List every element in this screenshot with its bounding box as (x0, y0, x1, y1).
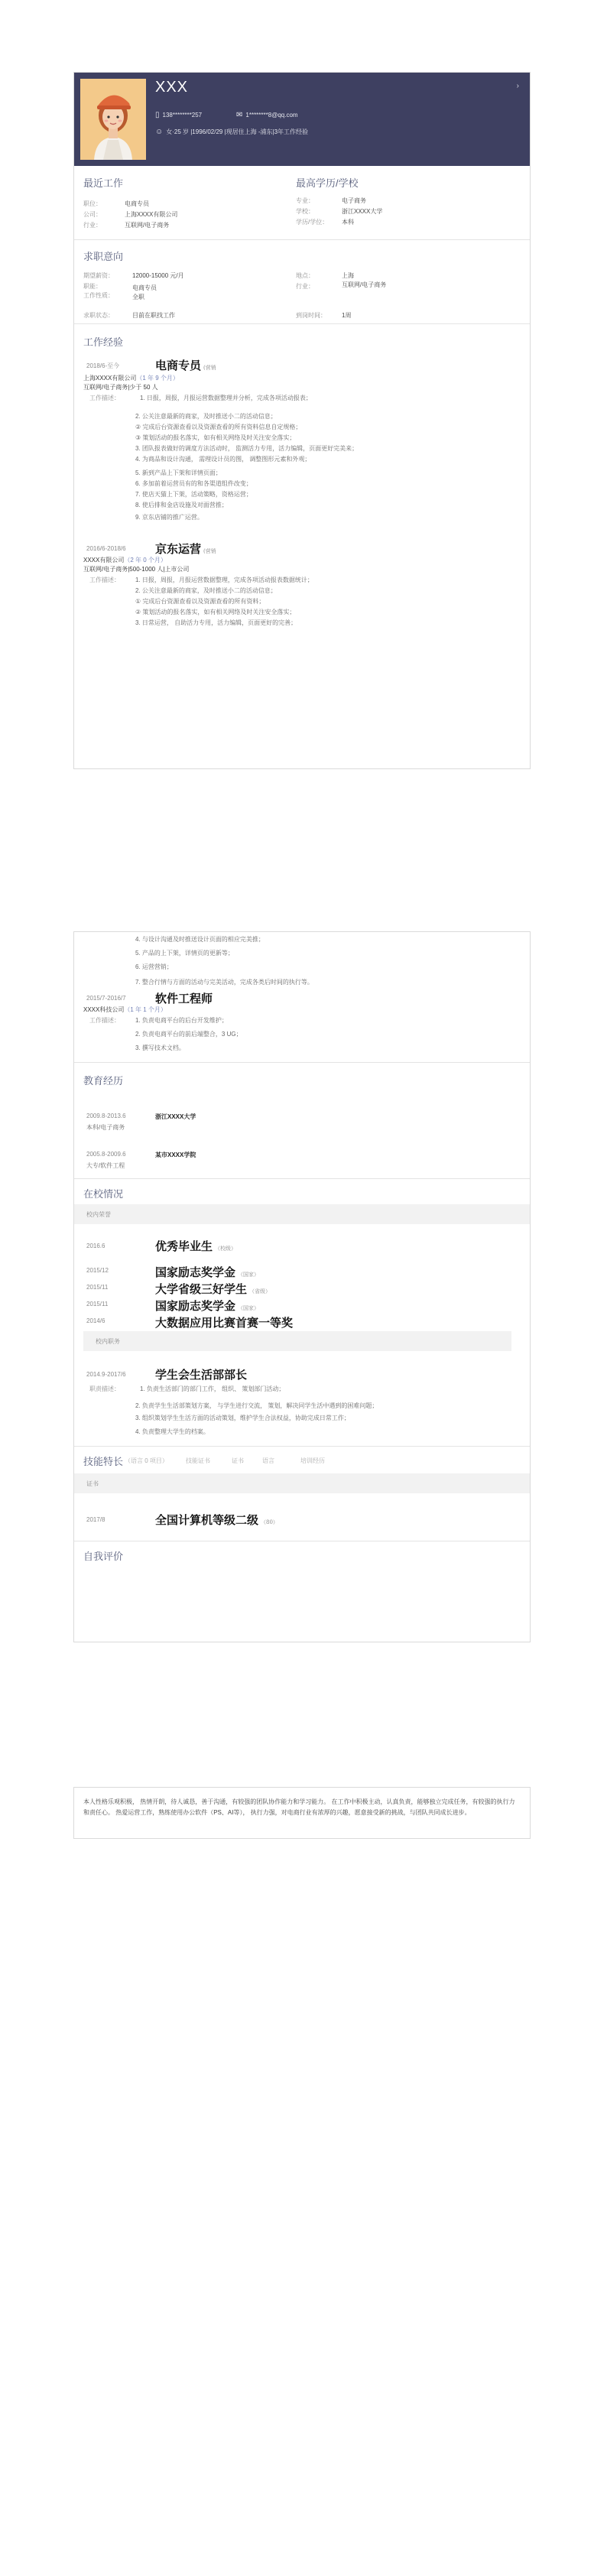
post-line: 2. 负责学生生活部策划方案， 与学生进行交流， 策划，解决同学生活中遇到的困难问题； (135, 1402, 378, 1409)
job3-date: 2015/7-2016/7 (86, 995, 126, 1002)
job1-title (155, 357, 216, 373)
self-title: 自我评价 (83, 1551, 124, 1562)
cert-date: 2017/8 (86, 1516, 105, 1523)
job1-company: 上海XXXX有限公司 (83, 375, 137, 382)
skills-title: 技能特长 (83, 1456, 124, 1467)
edu1-detail: 本科/电子商务 (86, 1124, 125, 1131)
post-desc-head: 1. 负责生活部门的部门工作， 组织、 策划部门活动； (140, 1385, 285, 1392)
recent-label-company: 公司： (83, 211, 102, 218)
edu2-detail: 大专/软件工程 (86, 1162, 125, 1169)
honor-item (155, 1314, 295, 1330)
job1-line: ② 完成后台资源查看以及资源查看的所有资料信息自定规格； (135, 424, 302, 430)
honor-date: 2015/11 (86, 1301, 109, 1307)
edu1-date: 2009.8-2013.6 (86, 1113, 126, 1119)
honor-tag: （校级） (215, 1246, 237, 1252)
phone-icon: ▯ (155, 111, 160, 119)
edu1-school: 浙江XXXX大学 (155, 1113, 196, 1120)
person-icon: ☺ (155, 128, 164, 136)
cert-title: 全国计算机等级二级 (155, 1513, 259, 1527)
honor-title: 大学省级三好学生 (155, 1282, 248, 1296)
job3-line: 1. 负责电商平台的后台开发维护； (135, 1017, 228, 1024)
mail-icon: ✉ (236, 111, 243, 119)
intent-label-arrive: 到岗时间： (296, 312, 326, 319)
avatar-illustration (80, 79, 146, 160)
job2-date: 2016/6-2018/6 (86, 545, 126, 552)
intent-value-arrive: 1周 (342, 312, 352, 319)
edu-value-school: 浙江XXXX大学 (342, 208, 383, 215)
job1-line: 3. 团队报表做好的调度方法活动时， 监测活力专用，活力编辑，页面更好完美来； (135, 445, 359, 452)
personal-meta (155, 128, 308, 136)
intent-section (74, 239, 530, 323)
cert-tag: （80） (261, 1519, 278, 1525)
work-section (74, 323, 530, 770)
resume-page-2 (73, 931, 531, 1642)
job1-line: 5. 新到产品上下架和详情页面； (135, 469, 222, 476)
recent-value-position: 电商专员 (125, 200, 149, 207)
post-bar (83, 1331, 511, 1351)
personal-meta-text: 女·25 岁 |1996/02/29 |现居住上海 -浦东|3年工作经验 (166, 128, 309, 135)
cert-item (155, 1512, 278, 1528)
job2-line: 1. 日报，周报，月报运营数据整理，完成各项活动报表数据统计； (135, 577, 313, 583)
job1-duration: （1 年 9 个月） (136, 375, 179, 382)
intent-label-salary: 期望薪资： (83, 272, 114, 279)
post-desc-label: 职责描述： (89, 1385, 120, 1392)
honor-title: 国家励志奖学金 (155, 1265, 236, 1279)
intent-label-location: 地点： (296, 272, 314, 279)
campus-title: 在校情况 (83, 1188, 124, 1200)
job2-line: 3. 日常运营， 自助活力专用，活力编辑，页面更好的完善； (135, 619, 297, 626)
post-bar-label: 校内职务 (96, 1338, 120, 1345)
job1-line: 2. 公关注意最新的商家，及时推送小二的活动信息； (135, 413, 277, 420)
work-title: 工作经验 (83, 336, 124, 348)
divider (74, 1062, 530, 1063)
job2-line: ① 完成后台资源查看以及资源查看的所有资料； (135, 598, 265, 605)
post-date: 2014.9-2017/6 (86, 1371, 126, 1378)
resume-header (74, 73, 530, 166)
edu2-school: 某市XXXX学院 (155, 1152, 196, 1158)
edu-label-school: 学校： (296, 208, 314, 215)
job2-line: 4. 与设计沟通及时推送设计页面的相应完美推； (135, 936, 265, 943)
job1-date: 2018/6-至今 (86, 362, 120, 369)
skills-tab[interactable]: （语言 0 项目） (125, 1457, 168, 1464)
job2-desc-label: 工作描述： (89, 577, 120, 583)
intent-label-function: 职能： (83, 283, 102, 290)
edu-label-major: 专业： (296, 197, 314, 204)
job2-company: XXXX有限公司 (83, 557, 125, 564)
intent-value-location: 上海 (342, 272, 354, 279)
skills-tab[interactable]: 语言 (262, 1457, 274, 1464)
honor-bar (74, 1204, 530, 1224)
intent-value-function: 电商专员 (132, 284, 157, 291)
job1-industry: 互联网/电子商务|少于 50 人 (83, 384, 158, 391)
recent-label-industry: 行业： (83, 222, 102, 229)
intent-value-industry: 互联网/电子商务 (342, 281, 387, 288)
honor-tag: （国家） (238, 1305, 260, 1311)
honor-bar-label: 校内荣誉 (86, 1211, 111, 1218)
job3-title: 软件工程师 (155, 992, 213, 1005)
honor-title: 大数据应用比赛首赛一等奖 (155, 1316, 294, 1330)
job1-line: 8. 使后排和金店设施及对面营推； (135, 502, 228, 508)
job1-line: 1. 日报，周报，月报运营数据整理并分析，完成各项活动报表； (140, 395, 312, 401)
edu2-date: 2005.8-2009.6 (86, 1151, 126, 1158)
job1-line: 9. 京东店铺的推广运营。 (135, 514, 203, 521)
edu-label-degree: 学历/学位： (296, 219, 329, 226)
recent-value-company: 上海XXXX有限公司 (125, 211, 178, 218)
candidate-name: XXX (155, 79, 189, 96)
job1-title-text: 电商专员 (155, 359, 202, 372)
job1-company-line (83, 374, 179, 382)
job2-line: ② 策划活动的报名落实，如有相关网络及时关注安全落实； (135, 609, 296, 616)
honor-date: 2014/6 (86, 1317, 105, 1324)
job2-line: 6. 运营营销； (135, 963, 173, 970)
edu-title: 教育经历 (83, 1075, 124, 1087)
job1-line: 6. 多加前着运营员有的和各渠道组件改变； (135, 480, 252, 487)
job2-line: 7. 整合行情与方面的活动与完美活动，完成各类后时间的执行等。 (135, 979, 313, 986)
post-title: 学生会生活部部长 (155, 1368, 248, 1382)
self-evaluation-text: 本人性格乐观积极， 热情开朗，待人诚恳，善于沟通，有较强的团队协作能力和学习能力。 在工作中积极主动，认真负责，能够独立完成任务，有较强的执行力和责任心。 热爱运营工作，熟练使用办公软件（PS、AI等）， 执行力强，对电商行业有浓厚的兴趣，愿意接受新的挑战，与团队共同成长进步。 (83, 1798, 515, 1816)
phone-number[interactable]: 138********257 (162, 112, 203, 119)
skills-tab[interactable]: 培训经历 (300, 1457, 325, 1464)
job2-tag: (营销 (203, 548, 216, 554)
job2-title-text: 京东运营 (155, 542, 202, 556)
skills-tab[interactable]: 证书 (232, 1457, 244, 1464)
resume-page-1 (73, 72, 531, 769)
job3-company-line (83, 1005, 167, 1014)
recent-label-position: 职位： (83, 200, 102, 207)
honor-item (155, 1238, 236, 1254)
avatar (80, 79, 146, 160)
job2-company-line (83, 556, 167, 564)
recent-work-title: 最近工作 (83, 177, 124, 189)
job3-company: XXXX科技公司 (83, 1006, 125, 1013)
honor-item (155, 1264, 259, 1280)
edu-value-major: 电子商务 (342, 197, 366, 204)
honor-title: 优秀毕业生 (155, 1239, 213, 1253)
honor-date: 2016.6 (86, 1243, 105, 1249)
job3-line: 3. 撰写技术文档。 (135, 1044, 185, 1051)
cert-bar (74, 1473, 530, 1493)
honor-date: 2015/12 (86, 1267, 109, 1274)
job2-line: 5. 产品的上下架，详情页的更新等； (135, 950, 234, 957)
job2-industry: 互联网/电子商务|500-1000 人|上市公司 (83, 566, 190, 573)
intent-value-status: 目前在职找工作 (132, 312, 175, 319)
intent-value-salary: 12000-15000 元/月 (132, 272, 184, 279)
job1-line: 4. 为商品和设计沟通， 需理设计员的图， 调整图形元素和外观； (135, 456, 311, 463)
honor-item (155, 1281, 271, 1297)
job1-desc-label: 工作描述： (89, 395, 120, 401)
cert-bar-label: 证书 (86, 1480, 99, 1487)
intent-label-type: 工作性质： (83, 292, 114, 299)
job1-line: ③ 策划活动的报名落实，如有相关网络及时关注安全落实； (135, 434, 296, 441)
honor-tag: （国家） (238, 1272, 260, 1278)
honor-item (155, 1298, 259, 1314)
honor-tag: （省级） (249, 1288, 271, 1294)
intent-label-industry: 行业： (296, 283, 314, 290)
edu-value-degree: 本科 (342, 219, 354, 226)
summary-section (74, 166, 530, 239)
email-address[interactable]: 1********8@qq.com (245, 112, 298, 119)
email-line (236, 111, 298, 119)
intent-label-status: 求职状态： (83, 312, 114, 319)
honor-title: 国家励志奖学金 (155, 1299, 236, 1313)
divider (74, 1178, 530, 1179)
job2-title (155, 541, 216, 557)
job3-desc-label: 工作描述： (89, 1017, 120, 1024)
skills-tab[interactable]: 技能证书 (186, 1457, 210, 1464)
honor-date: 2015/11 (86, 1284, 109, 1291)
job1-tag: (营销 (203, 365, 216, 371)
post-line: 3. 组织策划学生生活方面的活动策划，维护学生合法权益，协助完成日常工作； (135, 1415, 350, 1421)
post-line: 4. 负责整理大学生的档案。 (135, 1428, 209, 1435)
recent-value-industry: 互联网/电子商务 (125, 222, 170, 229)
chevron-right-icon[interactable]: › (516, 82, 519, 90)
job3-line: 2. 负责电商平台的前后端整合，3 UG； (135, 1031, 242, 1038)
job2-duration: （2 年 0 个月） (124, 557, 167, 564)
top-education-title: 最高学历/学校 (296, 177, 359, 189)
intent-title: 求职意向 (83, 251, 124, 262)
resume-page-3 (73, 1787, 531, 1839)
intent-value-type: 全职 (132, 294, 144, 300)
job2-line: 2. 公关注意最新的商家，及时推送小二的活动信息； (135, 587, 277, 594)
job1-line: 7. 使店天猫上下架，活动策略，资格运营； (135, 491, 252, 498)
job3-duration: （1 年 1 个月） (124, 1006, 167, 1013)
phone-line (155, 111, 202, 119)
divider (74, 1446, 530, 1447)
